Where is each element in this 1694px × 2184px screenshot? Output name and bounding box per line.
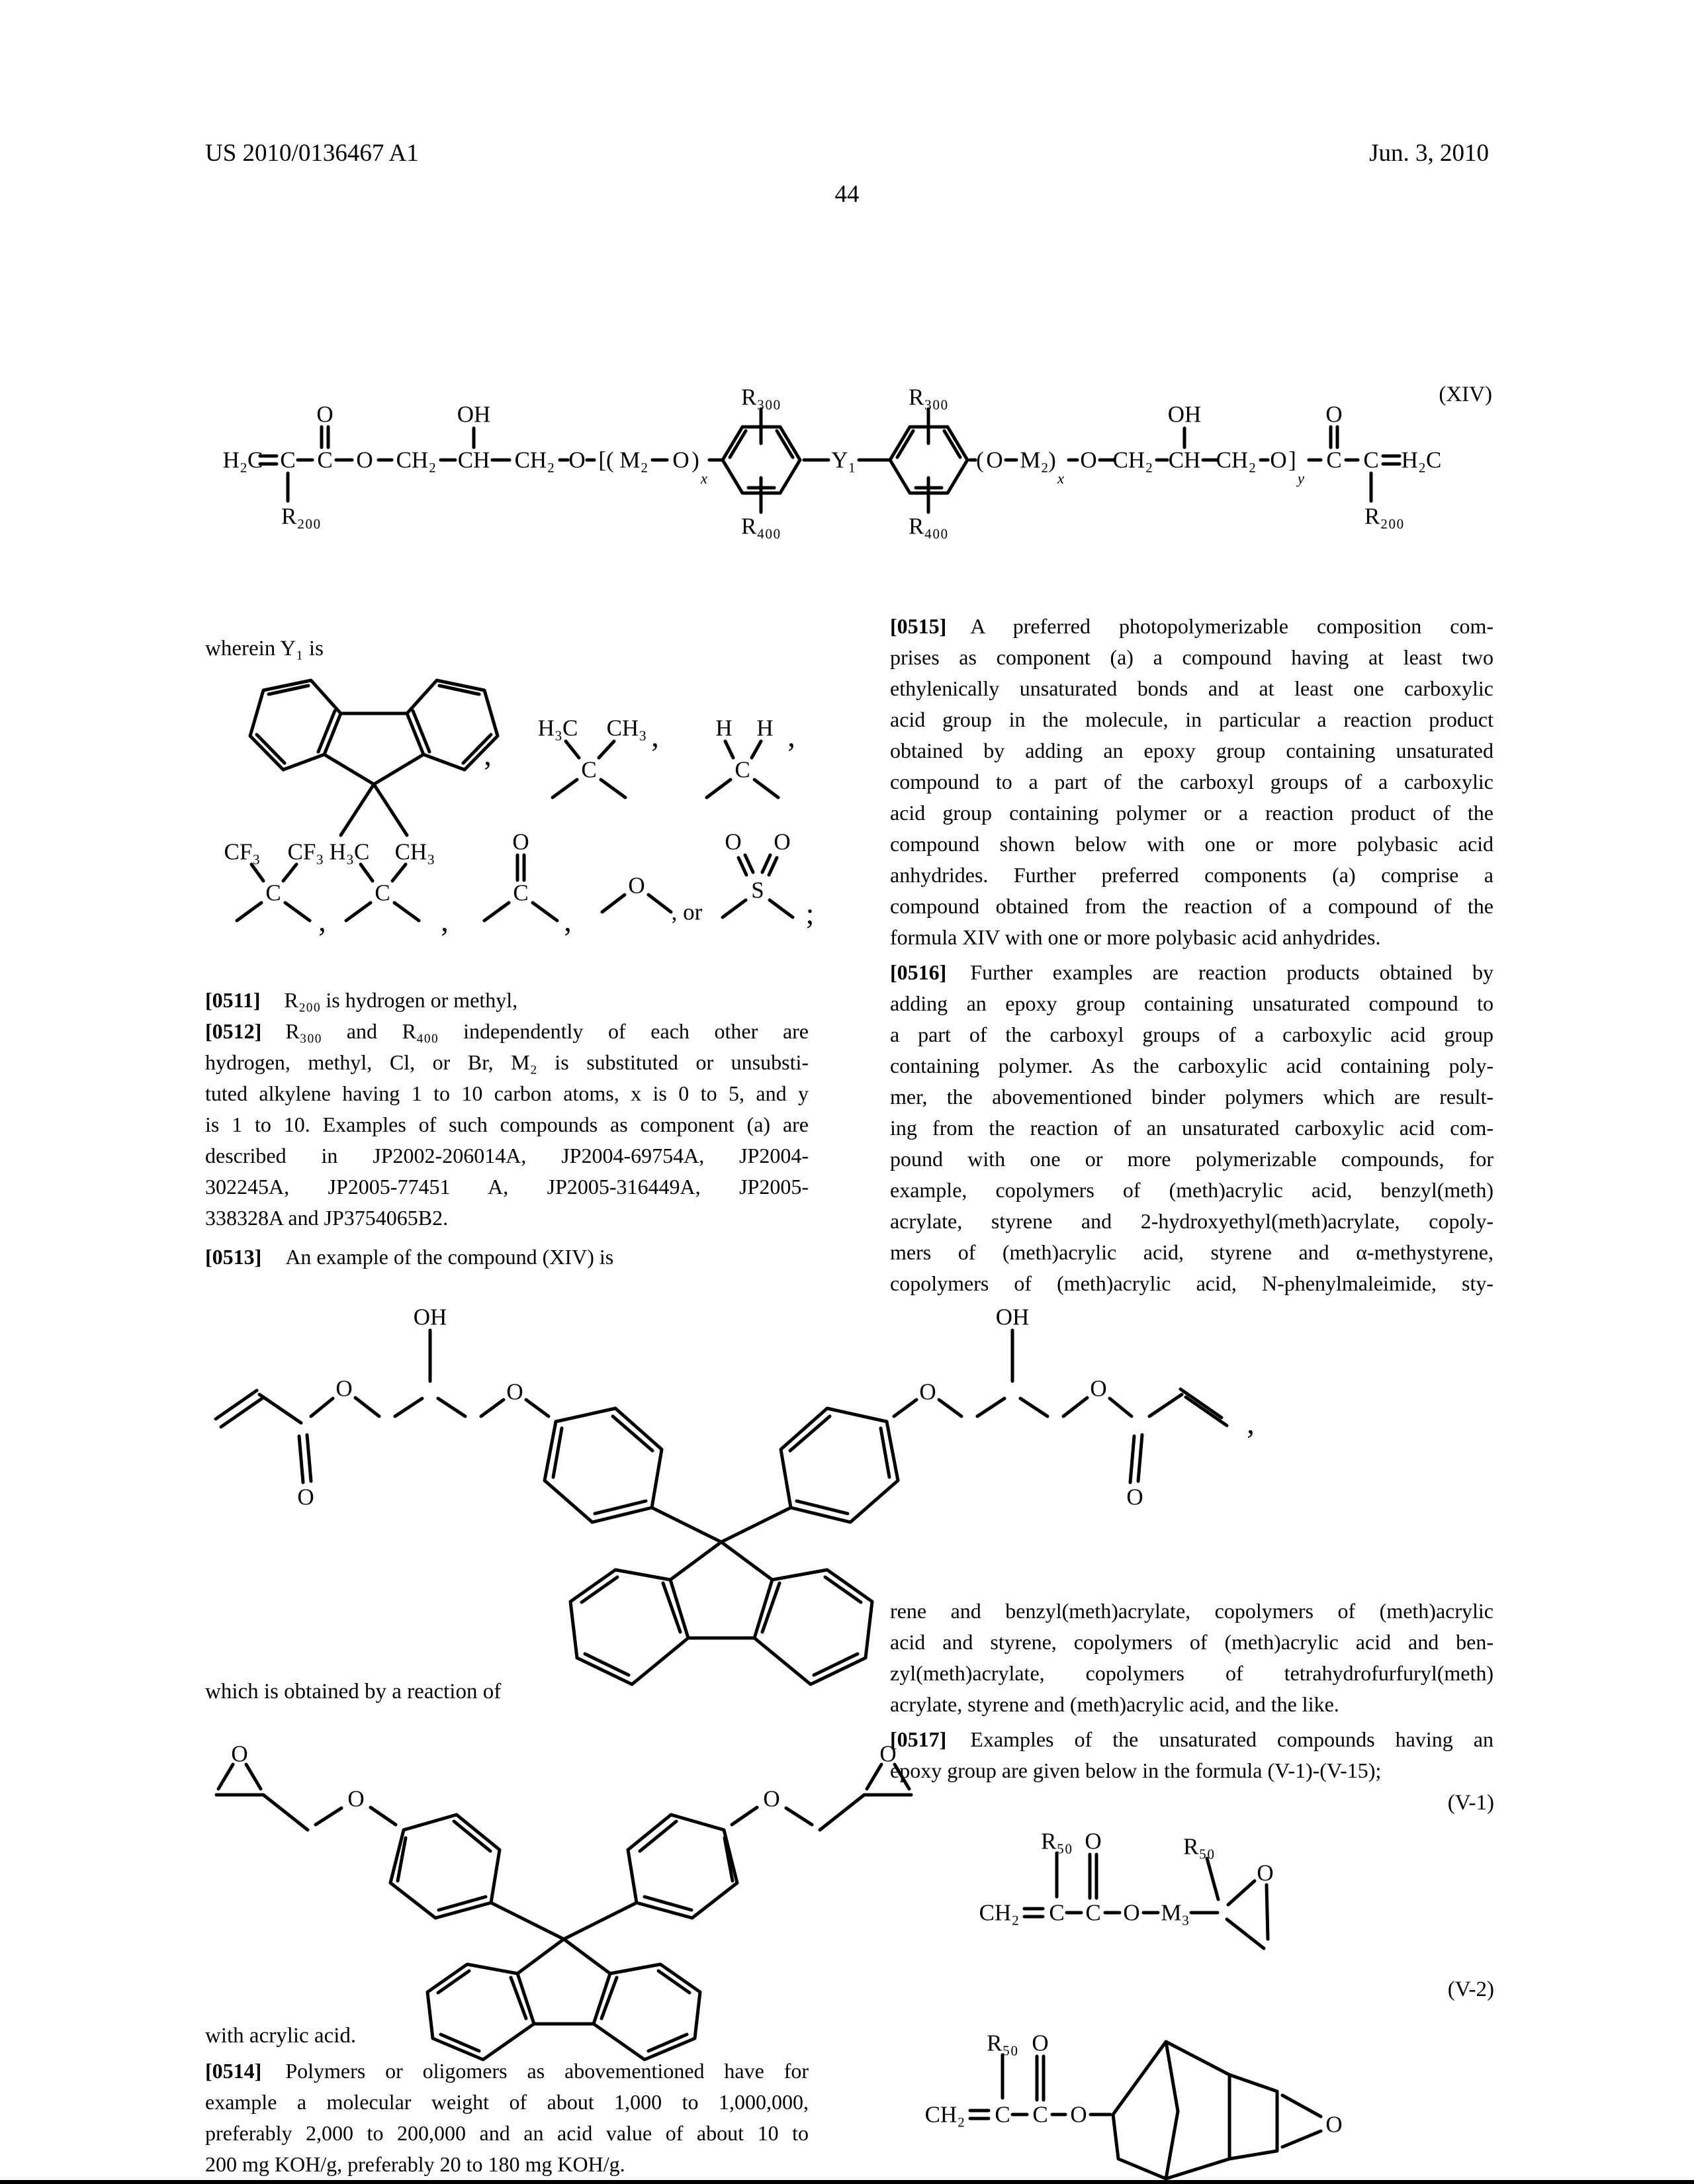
molecule-v2 — [925, 2030, 1343, 2179]
text-line: acid group containing polymer or a reaction product of the — [890, 801, 1493, 825]
atom-label: OH — [457, 401, 491, 428]
formula-v1-tag: (V-1) — [1447, 1791, 1494, 1815]
text-line: rene and benzyl(meth)acrylate, copolymers of (meth)acrylic — [890, 1599, 1493, 1623]
atom-label: CH₂ — [1216, 447, 1257, 473]
atom-label: O — [628, 872, 645, 899]
atom-label: R₄₀₀ — [909, 513, 948, 539]
atom-label: H₂C — [222, 447, 263, 473]
atom-label: O — [512, 829, 529, 855]
atom-label: OH — [995, 1304, 1030, 1330]
molecule-formula-xiv — [223, 385, 1442, 539]
atom-label: C — [280, 447, 296, 473]
molecule-diepoxide — [216, 1741, 911, 2060]
text-line: containing polymer. As the carboxylic acid containing poly- — [890, 1054, 1493, 1077]
formula-v2-tag: (V-2) — [1447, 1978, 1494, 2001]
atom-label: R₅₀ — [1041, 1828, 1073, 1854]
text-line: epoxy group are given below in the formula (V-1)-(V-15); — [890, 1758, 1382, 1782]
atom-label: C — [513, 880, 529, 906]
text-line: hydrogen, methyl, Cl, or Br, M₂ is substituted or unsubsti- — [205, 1050, 809, 1074]
atom-label: O — [672, 447, 690, 473]
paragraph-number: [0515] — [890, 614, 947, 638]
atom-label: O — [986, 447, 1003, 473]
atom-label: CF₃ — [287, 839, 324, 865]
atom-label: R₂₀₀ — [281, 503, 321, 529]
molecule-v1 — [979, 1829, 1274, 1949]
atom-label: CH₂ — [1112, 447, 1153, 473]
atom-label: O — [774, 829, 791, 855]
atom-label: C — [1363, 447, 1379, 473]
atom-label: S — [751, 877, 764, 903]
atom-label: C — [1049, 1899, 1065, 1926]
atom-label: O — [506, 1379, 523, 1405]
atom-label: O — [1032, 2030, 1049, 2056]
atom-label: R₂₀₀ — [1364, 503, 1404, 529]
atom-label: O — [919, 1379, 936, 1405]
atom-label: O — [1126, 1484, 1143, 1510]
atom-label: O — [356, 447, 373, 473]
text-line: anhydrides. Further preferred components (a) comprise a — [890, 863, 1493, 887]
text-line: mers of (meth)acrylic acid, styrene and α-methystyrene, — [890, 1240, 1493, 1264]
text-line: a part of the carboxyl groups of a carboxylic acid group — [890, 1023, 1493, 1046]
atom-label: O — [1257, 1860, 1274, 1886]
atom-label: Y₁ — [831, 447, 856, 473]
formula-xiv-tag: (XIV) — [1439, 383, 1492, 406]
paragraph-number: [0511] — [205, 988, 261, 1012]
text-line — [890, 612, 1493, 640]
atom-label: O — [725, 829, 742, 855]
atom-label: CH₃ — [394, 839, 435, 865]
atom-label: OH — [1167, 401, 1202, 428]
atom-label: O — [347, 1786, 365, 1812]
atom-label: H — [756, 715, 774, 741]
text-line: acrylate, styrene and 2-hydroxyethyl(meth)acrylate, copoly- — [890, 1209, 1493, 1233]
atom-label: R₅₀ — [1183, 1833, 1215, 1860]
text-line: preferably 2,000 to 200,000 and an acid value of about 10 to — [205, 2121, 809, 2145]
atom-label: O — [335, 1375, 353, 1402]
atom-label: R₃₀₀ — [741, 384, 781, 410]
atom-label: O — [231, 1741, 248, 1767]
bracket: ) — [691, 447, 699, 473]
text-line: compound obtained from the reaction of a compound of the — [890, 894, 1493, 918]
atom-label: CF₃ — [224, 839, 261, 865]
atom-label: O — [763, 1786, 780, 1812]
subscript-x: x — [1057, 470, 1065, 487]
atom-label: O — [1085, 1828, 1102, 1854]
atom-label: M₃ — [1161, 1899, 1190, 1926]
subscript-y: y — [1297, 470, 1305, 487]
atom-label: O — [1070, 2101, 1087, 2128]
paragraph-number: [0513] — [205, 1245, 262, 1269]
atom-label: O — [316, 401, 334, 428]
with-acrylic-caption: with acrylic acid. — [205, 2024, 357, 2048]
atom-label: C — [1032, 2101, 1048, 2128]
header-publication-number: US 2010/0136467 A1 — [205, 140, 419, 167]
bonds — [288, 409, 1371, 512]
or-text: , or — [671, 899, 703, 925]
text-line: prises as component (a) a compound having at least two — [890, 645, 1493, 669]
comma: , — [651, 719, 659, 753]
atom-label: R₄₀₀ — [741, 513, 781, 539]
atom-label: O — [1270, 447, 1287, 473]
text-line: acid group in the molecule, in particular a reaction product — [890, 707, 1493, 731]
text-line: 200 mg KOH/g, preferably 20 to 180 mg KOH/g. — [205, 2152, 625, 2176]
text-line: 302245A, JP2005-77451 A, JP2005-316449A, JP2005- — [205, 1175, 809, 1199]
atom-label: O — [1090, 1375, 1107, 1402]
text-line: formula XIV with one or more polybasic acid anhydrides. — [890, 925, 1381, 949]
atom-label: C — [265, 880, 281, 906]
paragraph-text: Polymers or oligomers as abovementioned have for — [285, 2059, 809, 2083]
atom-label: CH₂ — [396, 447, 437, 473]
text-line — [890, 1725, 1493, 1753]
text-line — [205, 1243, 809, 1271]
text-line — [205, 1017, 809, 1045]
text-line: 338328A and JP3754065B2. — [205, 1206, 449, 1230]
atom-label: C — [375, 880, 390, 906]
atom-label: CH₂ — [979, 1899, 1020, 1926]
atom-label: CH₃ — [606, 715, 647, 741]
atom-label: OH — [413, 1304, 447, 1330]
atom-label: C — [317, 447, 333, 473]
atom-label: O — [1123, 1899, 1140, 1926]
atom-label: H — [715, 715, 733, 741]
subscript-x: x — [700, 470, 708, 487]
paragraph-text: Further examples are reaction products obtained by — [970, 960, 1493, 984]
atom-label: C — [1326, 447, 1342, 473]
text-line: adding an epoxy group containing unsaturated compound to — [890, 991, 1493, 1015]
atom-label: M₂ — [619, 447, 648, 473]
atom-label: R₃₀₀ — [909, 384, 948, 410]
text-line: example, copolymers of (meth)acrylic acid, benzyl(meth) — [890, 1178, 1493, 1202]
bracket: ] — [1288, 447, 1296, 473]
page-number: 44 — [834, 181, 860, 208]
text-line: obtained by adding an epoxy group containing unsaturated — [890, 739, 1493, 762]
molecule-y1-options — [224, 680, 814, 938]
text-line: mer, the abovementioned binder polymers which are result- — [890, 1085, 1493, 1109]
text-line: described in JP2002-206014A, JP2004-69754A, JP2004- — [205, 1144, 809, 1167]
paragraph-text: R₃₀₀ and R₄₀₀ independently of each other are — [285, 1019, 809, 1043]
atom-label: C — [1085, 1899, 1101, 1926]
paragraph-text: A preferred photopolymerizable composition com- — [970, 614, 1493, 638]
comma: , — [1247, 1406, 1255, 1440]
comma: , — [441, 903, 449, 938]
text-line: is 1 to 10. Examples of such compounds as component (a) are — [205, 1113, 809, 1136]
text-line: example a molecular weight of about 1,000 to 1,000,000, — [205, 2090, 809, 2114]
atom-label: CH₂ — [924, 2101, 965, 2128]
atom-label: H₂C — [1401, 447, 1442, 473]
text-line — [205, 986, 809, 1014]
atom-label: R₅₀ — [987, 2030, 1018, 2056]
comma: , — [564, 903, 572, 938]
atom-label: CH — [457, 447, 490, 473]
text-line: acid and styrene, copolymers of (meth)acrylic acid and ben- — [890, 1630, 1493, 1654]
text-line: copolymers of (meth)acrylic acid, N-phenylmaleimide, sty- — [890, 1271, 1493, 1295]
paragraph-text: An example of the compound (XIV) is — [285, 1245, 614, 1269]
comma: , — [484, 737, 492, 772]
comma: , — [318, 903, 326, 938]
text-line — [205, 2057, 809, 2085]
text-line: acrylate, styrene and (meth)acrylic acid, and the like. — [890, 1692, 1339, 1716]
text-line: compound shown below with one or more polybasic acid — [890, 832, 1493, 856]
text-line: pound with one or more polymerizable compounds, for — [890, 1147, 1493, 1171]
paragraph-text: Examples of the unsaturated compounds having an — [970, 1727, 1493, 1751]
atom-label: C — [735, 756, 750, 783]
atom-label: O — [1325, 2111, 1343, 2138]
bonds — [216, 1764, 911, 2060]
bracket: ) — [1048, 447, 1056, 473]
paragraph-number: [0517] — [890, 1727, 947, 1751]
comma: , — [787, 719, 795, 753]
text-line: ing from the reaction of an unsaturated carboxylic acid com- — [890, 1116, 1493, 1140]
header-date: Jun. 3, 2010 — [1369, 140, 1489, 167]
atom-label: M₂ — [1020, 447, 1049, 473]
text-line: tuted alkylene having 1 to 10 carbon atoms, x is 0 to 5, and y — [205, 1081, 809, 1105]
paragraph-number: [0512] — [205, 1019, 262, 1043]
paragraph-number: [0516] — [890, 960, 947, 984]
page-scan-edge — [0, 2180, 1694, 2184]
text-line: compound to a part of the carboxyl groups of a carboxylic — [890, 770, 1493, 794]
text-line — [890, 958, 1493, 986]
atom-label: C — [995, 2101, 1010, 2128]
paragraph-text: R₂₀₀ is hydrogen or methyl, — [284, 988, 518, 1012]
atom-label: O — [568, 447, 586, 473]
wherein-y1-caption: wherein Y₁ is — [205, 637, 324, 660]
which-obtained-caption: which is obtained by a reaction of — [205, 1680, 502, 1704]
bracket: ( — [976, 447, 984, 473]
text-line: ethylenically unsaturated bonds and at least one carboxylic — [890, 676, 1493, 700]
double-bonds — [398, 1821, 733, 2051]
bracket: [( — [598, 447, 614, 473]
atom-label: O — [879, 1741, 897, 1767]
atom-label: H₃C — [329, 839, 370, 865]
atom-label: O — [1080, 447, 1097, 473]
semicolon: ; — [805, 896, 815, 931]
atom-label: O — [1325, 401, 1343, 428]
atom-label: O — [297, 1484, 314, 1510]
bonds — [1003, 2042, 1321, 2179]
atom-label: CH — [1168, 447, 1201, 473]
molecule-example-compound — [216, 1304, 1255, 1685]
paragraph-number: [0514] — [205, 2059, 262, 2083]
atom-label: CH₂ — [514, 447, 555, 473]
atom-label: H₃C — [537, 715, 578, 741]
text-line: zyl(meth)acrylate, copolymers of tetrahydrofurfuryl(meth) — [890, 1661, 1493, 1685]
atom-label: C — [581, 756, 597, 783]
